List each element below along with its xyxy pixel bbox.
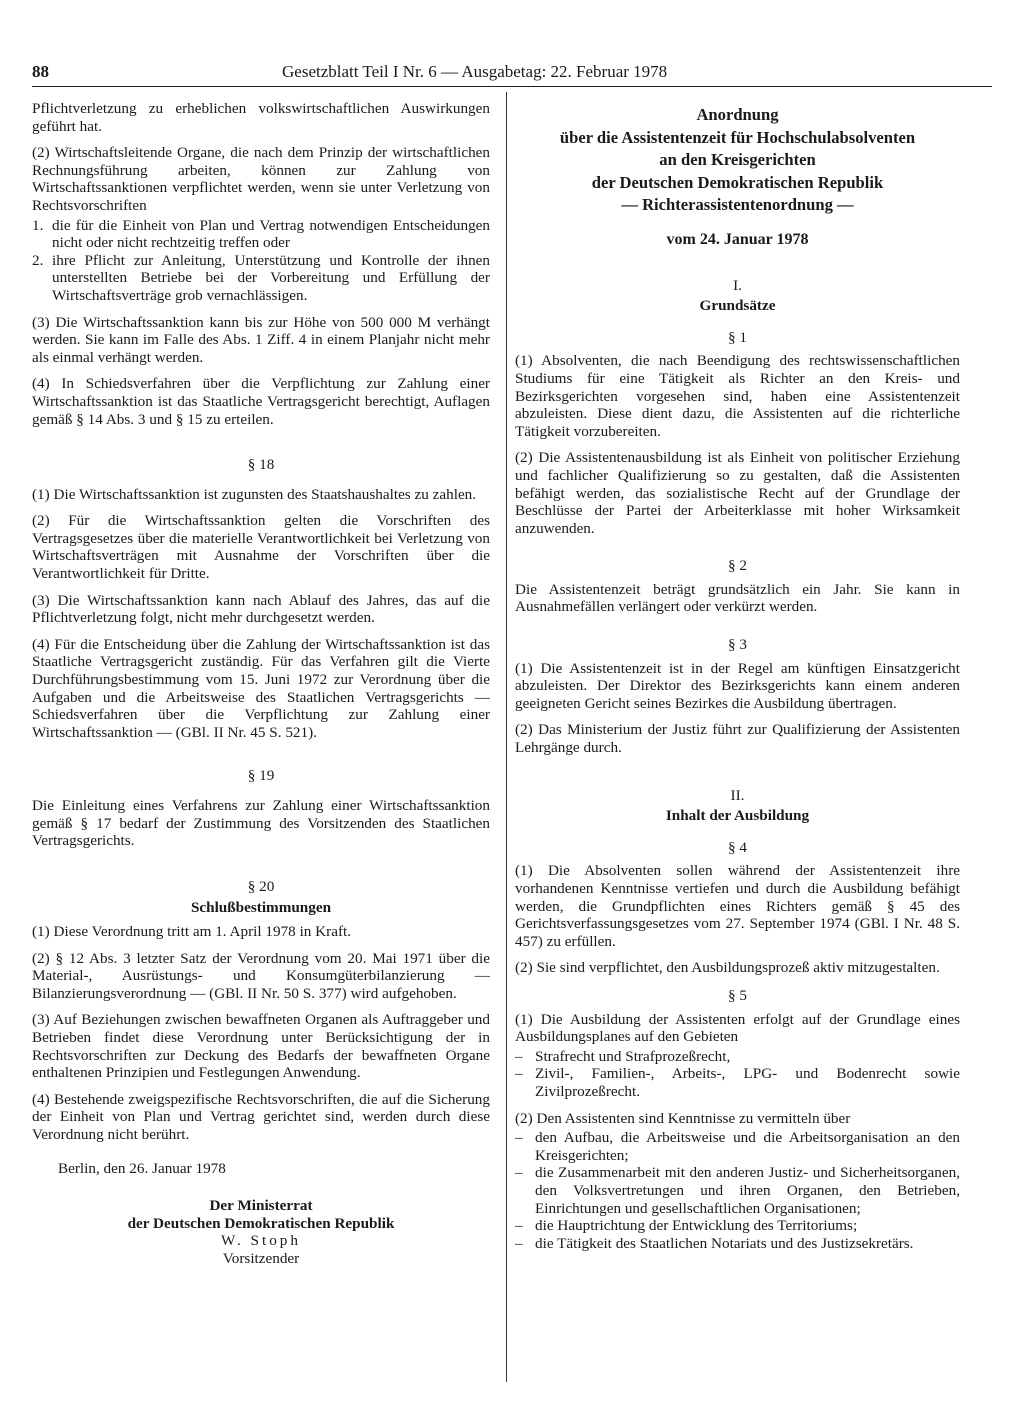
paragraph: (3) Die Wirtschaftssanktion kann nach Ablauf des Jahres, das auf die Pflichtverletzung folgt, nicht mehr durchgesetzt werden. xyxy=(32,591,490,627)
list-item xyxy=(515,1129,960,1164)
ordinance-date: vom 24. Januar 1978 xyxy=(666,230,809,248)
list-marker: 1. xyxy=(32,216,44,234)
paragraph: (2) Den Assistenten sind Kenntnisse zu vermitteln über xyxy=(515,1109,851,1127)
list-text: die Hauptrichtung der Entwicklung des Territoriums; xyxy=(535,1217,858,1235)
dash-marker: – xyxy=(515,1065,523,1083)
list-text: Zivil-, Familien-, Arbeits-, LPG- und Bodenrecht sowie Zivilprozeßrecht. xyxy=(535,1065,960,1100)
part-heading: Inhalt der Ausbildung xyxy=(665,807,810,825)
list-marker: 2. xyxy=(32,251,44,269)
paragraph: (2) Die Assistentenausbildung ist als Einheit von politischer Erziehung und fachlicher Qualifizierung so zu gestalten, daß die Assistenten befähigt werden, das sozialistische Recht auf der Grundlage der Beschlüsse der Partei der Arbeiterklasse mit hoher Wirksamkeit anzuwenden. xyxy=(515,449,960,537)
right-column xyxy=(515,104,960,1252)
part-number: I. xyxy=(733,276,742,294)
dash-marker: – xyxy=(515,1217,523,1235)
paragraph: (1) Die Absolventen sollen während der Assistentenzeit ihre vorhandenen Kenntnisse vertiefen und durch die Ausbildung befähigt werden, die Grundpflichten eines Richters gemäß § 45 des Gerichtsverfassungsgesetzes vom 27. September 1974 (GBl. I Nr. 48 S. 457) zu erfüllen. xyxy=(515,862,960,950)
paragraph: (3) Auf Beziehungen zwischen bewaffneten Organen als Auftraggeber und Betrieben findet diese Verordnung unter Berücksichtigung der in Rechtsvorschriften zur Deckung des Bedarfs der bewaffneten Organe enthaltenen Prinzipien und Festlegungen Anwendung. xyxy=(32,1011,490,1082)
paragraph: (4) Bestehende zweigspezifische Rechtsvorschriften, die auf die Sicherung der Einheit von Plan und Vertrag gerichtet sind, werden durch diese Verordnung nicht berührt. xyxy=(32,1090,490,1143)
paragraph: Pflichtverletzung zu erheblichen volkswirtschaftlichen Auswirkungen geführt hat. xyxy=(32,100,490,135)
section-heading: § 18 xyxy=(247,456,275,474)
title-line: Anordnung xyxy=(696,105,779,124)
paragraph: (2) Für die Wirtschaftssanktion gelten die Vorschriften des Vertragsgesetzes über die materielle Verantwortlichkeit bei Verletzung von Wirtschaftsverträgen mit Ausnahme der Vorschriften über die Verantwortlichkeit für Dritte. xyxy=(32,512,490,583)
header-rule xyxy=(32,86,992,87)
list-item xyxy=(515,1164,960,1217)
paragraph: (2) Wirtschaftsleitende Organe, die nach dem Prinzip der wirtschaftlichen Rechnungsführung arbeiten, können zur Zahlung von Wirtschaftssanktionen verpflichtet werden, wenn sie unter Verletzung von Rechtsvorschriften xyxy=(32,144,490,214)
list-item xyxy=(515,1217,960,1235)
paragraph: (1) Diese Verordnung tritt am 1. April 1978 in Kraft. xyxy=(32,922,352,940)
signatory-name: W. Stoph xyxy=(221,1232,301,1250)
section-title: Schlußbestimmungen xyxy=(190,899,332,917)
dash-marker: – xyxy=(515,1129,523,1147)
list-text: die Zusammenarbeit mit den anderen Justiz- und Sicherheitsorganen, den Volksvertretungen und ihren Organen, den Betrieben, Einrichtungen und gesellschaftlichen Organisationen; xyxy=(535,1164,960,1217)
section-heading: § 1 xyxy=(728,328,747,346)
dash-marker: – xyxy=(515,1047,523,1065)
dash-marker: – xyxy=(515,1234,523,1252)
section-heading: § 20 xyxy=(247,877,275,895)
ordinance-title xyxy=(515,104,960,217)
paragraph: (1) Absolventen, die nach Beendigung des rechtswissenschaftlichen Studiums für eine Tätigkeit als Richter an den Kreis- und Bezirksgerichten vorgesehen sind, haben eine Assistentenzeit abzuleisten. Diese dient dazu, die Assistenten auf die richterliche Tätigkeit vorzubereiten. xyxy=(515,352,960,440)
paragraph: (3) Die Wirtschaftssanktion kann bis zur Höhe von 500 000 M verhängt werden. Sie kann im Falle des Abs. 1 Ziff. 4 in einem Planjahr nicht mehr als einmal verhängt werden. xyxy=(32,313,490,366)
section-heading: § 2 xyxy=(728,557,747,575)
paragraph: Die Einleitung eines Verfahrens zur Zahlung einer Wirtschaftssanktion gemäß § 17 bedarf der Zustimmung des Vorsitzenden des Staatlichen Vertragsgerichts. xyxy=(32,797,490,850)
paragraph: (4) In Schiedsverfahren über die Verpflichtung zur Zahlung einer Wirtschaftssanktion ist das Staatliche Vertragsgericht berechtigt, Auflagen gemäß § 14 Abs. 3 und § 15 zu erteilen. xyxy=(32,375,490,428)
list-text: den Aufbau, die Arbeitsweise und die Arbeitsorganisation an den Kreisgerichten; xyxy=(535,1129,960,1164)
signing-body: Der Ministerrat xyxy=(209,1197,313,1215)
title-line: der Deutschen Demokratischen Republik xyxy=(591,172,884,192)
list-item xyxy=(32,252,490,305)
paragraph: (2) § 12 Abs. 3 letzter Satz der Verordnung vom 20. Mai 1971 über die Material-, Ausrüstungs- und Konsumgüterbilanzierung — Bilanzierungsverordnung — (GBl. II Nr. 50 S. 377) wird aufgehoben. xyxy=(32,949,490,1002)
page-number: 88 xyxy=(32,62,49,81)
paragraph: Die Assistentenzeit beträgt grundsätzlich ein Jahr. Sie kann in Ausnahmefällen verlängert oder verkürzt werden. xyxy=(515,580,960,616)
paragraph: (4) Für die Entscheidung über die Zahlung der Wirtschaftssanktion ist das Staatliche Vertragsgericht zuständig. Für das Verfahren gilt die Vierte Durchführungsbestimmung vom 15. Juni 1972 zur Verordnung über die Aufgaben und die Arbeitsweise des Staatlichen Vertragsgerichts — Schiedsverfahren über die Verpflichtung zur Zahlung einer Wirtschaftssanktion — (GBl. II Nr. 45 S. 521). xyxy=(32,635,490,741)
title-line: über die Assistentenzeit für Hochschulabsolventen xyxy=(559,127,916,147)
page-header xyxy=(32,60,720,84)
list-item xyxy=(515,1048,960,1066)
section-heading: § 19 xyxy=(247,767,275,785)
section-heading: § 4 xyxy=(728,838,747,856)
place-date: Berlin, den 26. Januar 1978 xyxy=(58,1159,226,1177)
signature-block xyxy=(32,1197,490,1267)
list-text: Strafrecht und Strafprozeßrecht, xyxy=(535,1047,731,1065)
paragraph: (1) Die Ausbildung der Assistenten erfolgt auf der Grundlage eines Ausbildungsplanes auf den Gebieten xyxy=(515,1010,960,1046)
signatory-role: Vorsitzender xyxy=(222,1249,300,1267)
title-line: — Richterassistentenordnung — xyxy=(621,195,854,215)
list-item xyxy=(32,217,490,252)
paragraph: (2) Das Ministerium der Justiz führt zur Qualifizierung der Assistenten Lehrgänge durch. xyxy=(515,721,960,757)
paragraph: (1) Die Wirtschaftssanktion ist zugunsten des Staatshaushaltes zu zahlen. xyxy=(32,485,477,503)
list-text: ihre Pflicht zur Anleitung, Unterstützung und Kontrolle der ihnen unterstellten Betriebe bei der Vorbereitung und Erfüllung der Wirtschaftsverträge grob vernachlässigen. xyxy=(52,251,490,304)
list-item xyxy=(515,1065,960,1100)
part-number: II. xyxy=(730,786,745,804)
list-text: die für die Einheit von Plan und Vertrag notwendigen Entscheidungen nicht oder nicht rechtzeitig treffen oder xyxy=(52,216,490,252)
signing-body: der Deutschen Demokratischen Republik xyxy=(127,1214,395,1232)
running-title: Gesetzblatt Teil I Nr. 6 — Ausgabetag: 22. Februar 1978 xyxy=(282,62,668,81)
left-column xyxy=(32,100,490,1267)
part-heading: Grundsätze xyxy=(699,297,776,315)
title-line: an den Kreisgerichten xyxy=(659,150,816,170)
section-heading: § 3 xyxy=(728,636,747,654)
section-heading: § 5 xyxy=(728,986,747,1004)
column-divider xyxy=(506,92,507,1382)
list-item xyxy=(515,1235,960,1253)
paragraph: (2) Sie sind verpflichtet, den Ausbildungsprozeß aktiv mitzugestalten. xyxy=(515,959,940,977)
dash-marker: – xyxy=(515,1164,523,1182)
paragraph: (1) Die Assistentenzeit ist in der Regel am künftigen Einsatzgericht abzuleisten. Der Direktor des Bezirksgerichts kann einem anderen geeigneten Gericht seines Bezirkes die Ausbildung übertragen. xyxy=(515,659,960,712)
list-text: die Tätigkeit des Staatlichen Notariats und des Justizsekretärs. xyxy=(535,1234,914,1252)
